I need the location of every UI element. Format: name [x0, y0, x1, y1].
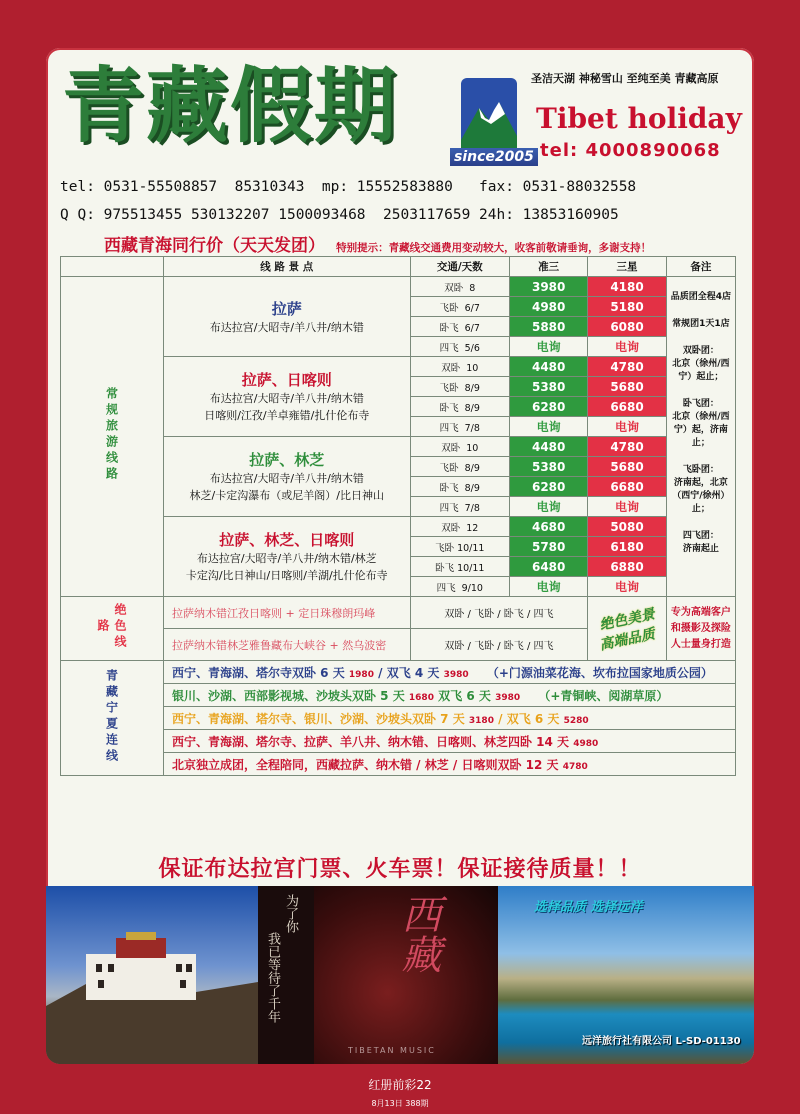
qinghai-route: 银川、沙湖、西部影视城、沙坡头双卧 5 天 — [172, 688, 405, 703]
quasi3-price: 6280 — [510, 477, 588, 497]
qinghai-price-1: 1680 — [408, 692, 434, 703]
slogan: 圣洁天湖 神秘雪山 至纯至美 青藏高原 — [531, 72, 719, 85]
route-desc: 布达拉宫/大昭寺/羊八井/纳木错/林芝 — [196, 552, 377, 565]
header-remark: 备注 — [666, 257, 735, 277]
header-quasi3: 准三 — [510, 257, 588, 277]
lake-photo — [498, 886, 754, 1064]
quasi3-price: 电询 — [510, 417, 588, 437]
route-desc: 布达拉宫/大昭寺/羊八井/纳木错 — [209, 392, 364, 405]
route-price-table — [60, 256, 736, 776]
qinghai-route: 西宁、青海湖、塔尔寺、拉萨、羊八井、纳木错、日喀则、林芝四卧 14 天 — [172, 734, 570, 749]
music-photo — [258, 886, 498, 1064]
route-cell — [164, 437, 411, 517]
route-name: 拉萨、林芝、日喀则 — [219, 531, 355, 549]
quasi3-price: 4680 — [510, 517, 588, 537]
header-transport: 交通/天数 — [410, 257, 509, 277]
special-route-2: 拉萨纳木错林芝雅鲁藏布大峡谷 + 然乌波密 — [164, 629, 411, 661]
issue-date: 8月13日 388期 — [371, 1099, 429, 1108]
3star-price: 电询 — [588, 337, 666, 357]
transport-cell: 双卧 12 — [410, 517, 509, 537]
3star-price: 4780 — [588, 437, 666, 457]
transport-cell: 卧飞 8/9 — [410, 397, 509, 417]
qinghai-price-1: 4980 — [573, 738, 599, 749]
route-name: 拉萨、日喀则 — [241, 371, 332, 389]
transport-cell: 双卧 10 — [410, 357, 509, 377]
quasi3-price: 电询 — [510, 577, 588, 597]
3star-price: 5680 — [588, 377, 666, 397]
price-banner — [104, 231, 651, 256]
potala-photo — [46, 886, 258, 1064]
quasi3-price: 5780 — [510, 537, 588, 557]
qinghai-line — [164, 730, 736, 753]
transport-cell: 飞卧 6/7 — [410, 297, 509, 317]
quasi3-price: 6480 — [510, 557, 588, 577]
qinghai-price-2: 3980 — [495, 692, 521, 703]
3star-price: 电询 — [588, 577, 666, 597]
quasi3-price: 5380 — [510, 457, 588, 477]
quasi3-price: 4480 — [510, 437, 588, 457]
special-stamp — [588, 597, 666, 661]
brand-title: 青藏假期 — [62, 59, 399, 154]
qinghai-price-1: 1980 — [348, 669, 374, 680]
qinghai-price-2: 3980 — [443, 669, 469, 680]
quasi3-price: 电询 — [510, 497, 588, 517]
route-desc: 布达拉宫/大昭寺/羊八井/纳木错 — [209, 320, 364, 334]
transport-cell: 飞卧 8/9 — [410, 457, 509, 477]
transport-cell: 卧飞 10/11 — [410, 557, 509, 577]
guarantee-text: 保证布达拉宫门票、火车票！保证接待质量！！ — [158, 857, 642, 882]
qinghai-line — [164, 661, 736, 684]
3star-price: 6080 — [588, 317, 666, 337]
page-footer — [0, 1064, 800, 1114]
remark-line: 北京（徐州/西宁）起止； — [672, 359, 730, 382]
remark-line: 双卧团： — [682, 346, 719, 356]
xizang-calligraphy: 西藏 — [395, 894, 441, 974]
poem-line-2: 我已等待了千年 — [265, 932, 280, 1023]
3star-price: 4180 — [588, 277, 666, 297]
choose-slogan: 选择品质 选择远洋 — [534, 900, 643, 915]
route-desc: 林芝/卡定沟瀑布（或尼羊阁）/比日神山 — [189, 489, 384, 502]
3star-price: 5680 — [588, 457, 666, 477]
route-name: 拉萨 — [271, 299, 302, 318]
3star-price: 电询 — [588, 417, 666, 437]
quasi3-price: 5380 — [510, 377, 588, 397]
3star-price: 6680 — [588, 397, 666, 417]
special-stamp-2: 高端品质 — [598, 625, 657, 654]
since-badge: since2005 — [450, 148, 538, 166]
special-note — [666, 597, 735, 661]
route-desc: 布达拉宫/大昭寺/羊八井/纳木错 — [209, 472, 364, 485]
quasi3-price: 电询 — [510, 337, 588, 357]
mountain-logo-icon — [461, 78, 517, 154]
route-cell — [164, 357, 411, 437]
3star-price: 6880 — [588, 557, 666, 577]
qinghai-route: 西宁、青海湖、塔尔寺双卧 6 天 — [172, 665, 345, 680]
qinghai-row — [61, 661, 736, 684]
company-license: 远洋旅行社有限公司 L-SD-01130 — [582, 1036, 741, 1047]
transport-cell: 四飞 5/6 — [410, 337, 509, 357]
quasi3-price: 6280 — [510, 397, 588, 417]
special-stamp-1: 绝色美景 — [598, 605, 657, 634]
remark-line: 飞卧团： — [682, 465, 719, 475]
qinghai-body — [61, 661, 736, 776]
transport-cell: 飞卧 8/9 — [410, 377, 509, 397]
transport-cell: 四飞 9/10 — [410, 577, 509, 597]
remark-cell — [666, 277, 735, 597]
qinghai-sidebar: 青藏宁夏连线 — [61, 661, 164, 776]
special-note-2: 和摄影及探险 — [670, 622, 731, 634]
transport-cell: 双卧 8 — [410, 277, 509, 297]
qinghai-route: 北京独立成团，全程陪同，西藏拉萨、纳木错 / 林芝 / 日喀则双卧 12 天 — [172, 757, 559, 772]
qinghai-extra: （+青铜峡、阅湖草原） — [538, 688, 669, 703]
quasi3-price: 3980 — [510, 277, 588, 297]
qinghai-price-1: 3180 — [468, 715, 494, 726]
qinghai-price-2: 5280 — [563, 715, 589, 726]
contact-line-2: Q Q: 975513455 530132207 1500093468 2503117659 24h: 13853160905 — [60, 207, 619, 223]
quasi3-price: 4480 — [510, 357, 588, 377]
remark-line: 常规团1天1店 — [672, 319, 730, 329]
remark-line: 北京（徐州/西宁）起，济南止； — [672, 412, 730, 448]
special-sidebar: 绝色线路 — [61, 597, 164, 661]
route-body — [61, 277, 736, 597]
special-route-1: 拉萨纳木错江孜日喀则 + 定日珠穆朗玛峰 — [164, 597, 411, 629]
potala-palace-icon — [46, 886, 258, 1064]
3star-price: 5180 — [588, 297, 666, 317]
route-name: 拉萨、林芝 — [249, 451, 325, 469]
qinghai-mid: / 双飞 6 天 — [498, 711, 560, 726]
special-trans-1: 双卧 / 飞卧 / 卧飞 / 四飞 — [410, 597, 588, 629]
hotline: tel: 4000890068 — [540, 140, 721, 161]
special-trans-2: 双卧 / 飞卧 / 卧飞 / 四飞 — [410, 629, 588, 661]
remark-line: 济南起止 — [682, 544, 719, 554]
3star-price: 5080 — [588, 517, 666, 537]
table-header — [61, 257, 736, 277]
price-banner-title: 西藏青海同行价（天天发团） — [104, 236, 325, 256]
transport-cell: 飞卧 10/11 — [410, 537, 509, 557]
route-desc: 日喀则/江孜/羊卓雍错/扎什伦布寺 — [204, 409, 370, 422]
special-row-1 — [61, 597, 736, 629]
qinghai-mid: 双飞 6 天 — [438, 688, 491, 703]
3star-price: 电询 — [588, 497, 666, 517]
flyer-card — [46, 48, 754, 1064]
route-desc: 卡定沟/比日神山/日喀则/羊湖/扎什伦布寺 — [185, 569, 388, 582]
page-number: 红册前彩22 — [368, 1078, 432, 1092]
music-caption: TIBETAN MUSIC — [348, 1046, 436, 1055]
special-note-3: 人士量身打造 — [670, 638, 731, 650]
qinghai-line — [164, 684, 736, 707]
qinghai-line — [164, 707, 736, 730]
transport-cell: 四飞 7/8 — [410, 417, 509, 437]
route-cell — [164, 277, 411, 357]
qinghai-price-1: 4780 — [562, 761, 588, 772]
remark-line: 品质团全程4店 — [670, 292, 731, 302]
english-title: Tibet holiday — [536, 102, 742, 135]
route-row — [61, 277, 736, 297]
qinghai-mid: / 双飞 4 天 — [378, 665, 440, 680]
regular-sidebar: 常规旅游线路 — [61, 277, 164, 597]
transport-cell: 双卧 10 — [410, 437, 509, 457]
qinghai-route: 西宁、青海湖、塔尔寺、银川、沙湖、沙坡头双卧 7 天 — [172, 711, 465, 726]
special-note-1: 专为高端客户 — [670, 606, 731, 618]
transport-cell: 四飞 7/8 — [410, 497, 509, 517]
special-notice: 特别提示：青藏线交通费用变动较大，收客前敬请垂询，多谢支持！ — [336, 242, 652, 254]
qinghai-line — [164, 753, 736, 776]
remark-line: 济南起，北京（西宁/徐州）止； — [672, 478, 730, 514]
photo-strip — [46, 886, 754, 1064]
quasi3-price: 4980 — [510, 297, 588, 317]
3star-price: 6680 — [588, 477, 666, 497]
qinghai-extra: （+门源油菜花海、坎布拉国家地质公园） — [486, 665, 713, 680]
remark-line: 卧飞团： — [682, 399, 719, 409]
transport-cell: 卧飞 8/9 — [410, 477, 509, 497]
route-cell — [164, 517, 411, 597]
header-corner — [61, 257, 164, 277]
contact-line-1: tel: 0531-55508857 85310343 mp: 15552583880 fax: 0531-88032558 — [60, 179, 637, 195]
header-route: 线 路 景 点 — [164, 257, 411, 277]
3star-price: 6180 — [588, 537, 666, 557]
transport-cell: 卧飞 6/7 — [410, 317, 509, 337]
remark-line: 四飞团： — [682, 531, 719, 541]
quasi3-price: 5880 — [510, 317, 588, 337]
poem-line-1: 为了你 — [283, 894, 298, 933]
3star-price: 4780 — [588, 357, 666, 377]
header-3star: 三星 — [588, 257, 666, 277]
